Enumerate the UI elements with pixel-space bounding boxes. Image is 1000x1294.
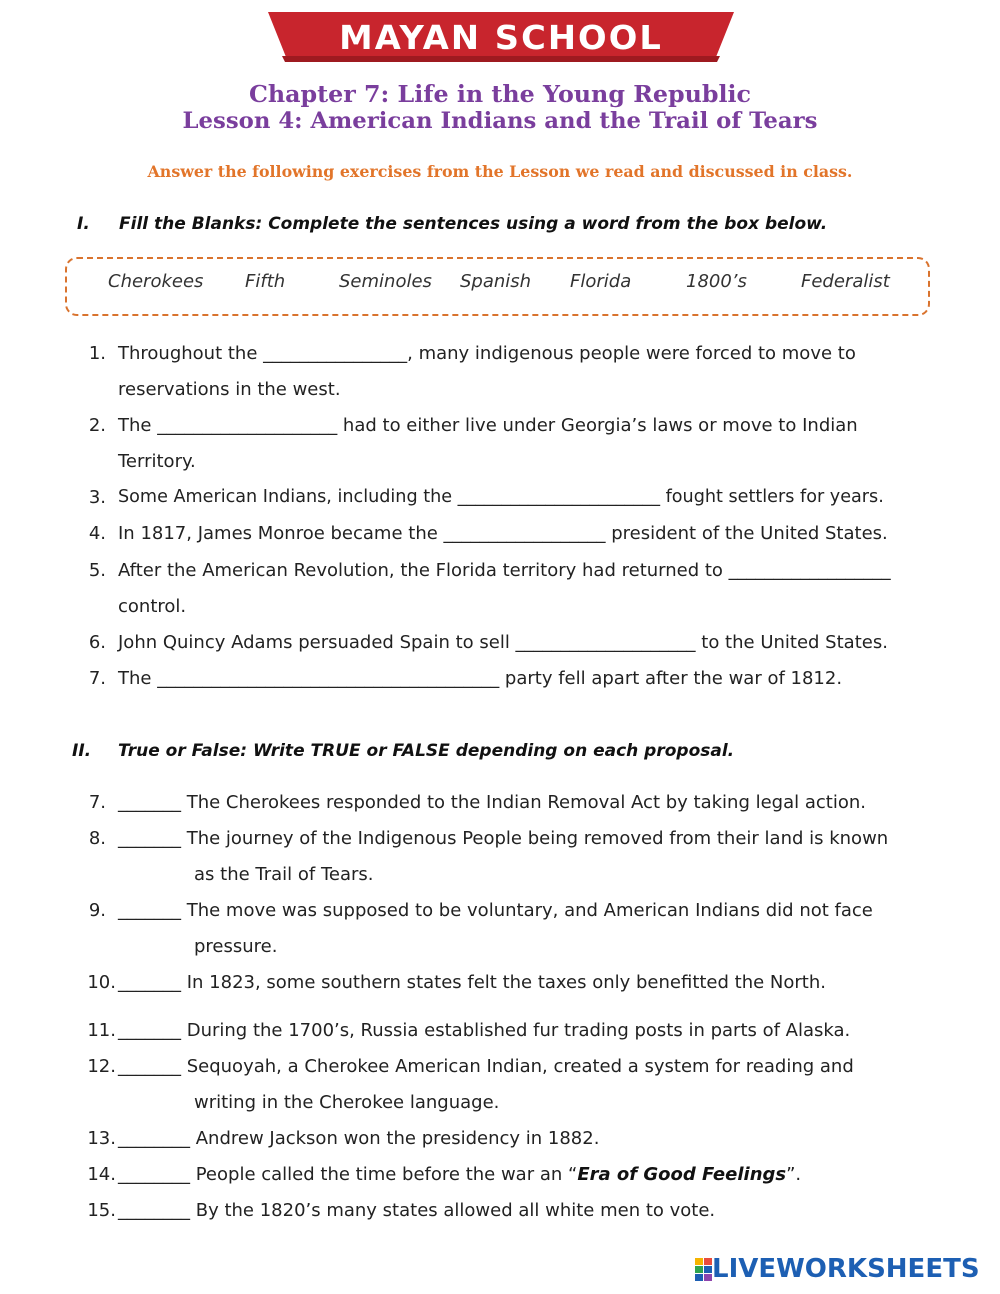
item-number: 15. bbox=[87, 1200, 116, 1221]
liveworksheets-logo-text: LIVEWORKSHEETS bbox=[712, 1254, 980, 1284]
item-number: 14. bbox=[87, 1164, 116, 1185]
item-text: Throughout the ________________, many indigenous people were forced to move to bbox=[118, 343, 856, 364]
item-number: 10. bbox=[87, 972, 116, 993]
word-bank-item: Fifth bbox=[245, 271, 286, 292]
item-text: In 1817, James Monroe became the __________________ president of the United States. bbox=[118, 523, 888, 544]
item-number: 5. bbox=[88, 560, 106, 581]
item-text: _______ The Cherokees responded to the Indian Removal Act by taking legal action. bbox=[118, 792, 866, 813]
section-1-numeral: I. bbox=[77, 214, 90, 234]
item-text-continued: as the Trail of Tears. bbox=[194, 864, 374, 885]
item-number: 1. bbox=[88, 343, 106, 364]
section-2-text: True or False: Write TRUE or FALSE depending on each proposal. bbox=[118, 741, 735, 761]
word-bank-item: Florida bbox=[570, 271, 632, 292]
word-bank-item: Spanish bbox=[460, 271, 532, 292]
item-text-prefix: ________ People called the time before the war an “ bbox=[118, 1164, 578, 1185]
section-1-text: Fill the Blanks: Complete the sentences using a word from the box below. bbox=[119, 214, 828, 234]
item-number: 6. bbox=[88, 632, 106, 653]
item-number: 3. bbox=[88, 487, 106, 508]
word-bank-item: Seminoles bbox=[339, 271, 432, 292]
word-bank-item: Cherokees bbox=[108, 271, 204, 292]
word-bank-item: 1800’s bbox=[686, 271, 747, 292]
item-number: 13. bbox=[87, 1128, 116, 1149]
item-text-continued: reservations in the west. bbox=[118, 379, 341, 400]
item-text: Some American Indians, including the _______________________ fought settlers for years. bbox=[118, 487, 884, 507]
section-2-numeral: II. bbox=[72, 741, 92, 761]
item-number: 7. bbox=[88, 792, 106, 813]
item-text: ________ By the 1820’s many states allowed all white men to vote. bbox=[118, 1200, 716, 1221]
item-number: 7. bbox=[88, 668, 106, 689]
item-text: _______ The journey of the Indigenous People being removed from their land is known bbox=[118, 828, 889, 849]
item-number: 9. bbox=[88, 900, 106, 921]
item-text: _______ The move was supposed to be voluntary, and American Indians did not face bbox=[118, 900, 873, 921]
item-text: John Quincy Adams persuaded Spain to sell ____________________ to the United States. bbox=[118, 632, 888, 653]
item-text-continued: writing in the Cherokee language. bbox=[194, 1092, 500, 1113]
school-banner bbox=[268, 12, 734, 62]
instructions: Answer the following exercises from the Lesson we read and discussed in class. bbox=[147, 162, 853, 181]
item-text: ________ Andrew Jackson won the presidency in 1882. bbox=[118, 1128, 600, 1149]
word-bank-item: Federalist bbox=[801, 271, 890, 292]
item-text: _______ Sequoyah, a Cherokee American Indian, created a system for reading and bbox=[118, 1056, 854, 1077]
item-number: 4. bbox=[88, 523, 106, 544]
item-text bbox=[118, 1164, 801, 1185]
item-text-emphasis: Era of Good Feelings bbox=[577, 1164, 787, 1185]
item-text: _______ In 1823, some southern states felt the taxes only benefitted the North. bbox=[118, 972, 826, 993]
item-text-continued: Territory. bbox=[118, 451, 196, 472]
item-text: After the American Revolution, the Florida territory had returned to __________________ bbox=[118, 560, 891, 581]
item-text-suffix: ”. bbox=[786, 1164, 802, 1185]
item-text: _______ During the 1700’s, Russia established fur trading posts in parts of Alaska. bbox=[118, 1020, 851, 1041]
item-number: 8. bbox=[88, 828, 106, 849]
item-text: The ______________________________________ party fell apart after the war of 1812. bbox=[118, 668, 843, 689]
lesson-title: Lesson 4: American Indians and the Trail of Tears bbox=[182, 108, 818, 134]
item-text-continued: pressure. bbox=[194, 936, 278, 957]
item-text: The ____________________ had to either live under Georgia’s laws or move to Indian bbox=[118, 415, 858, 436]
word-bank bbox=[65, 257, 930, 316]
chapter-title: Chapter 7: Life in the Young Republic bbox=[248, 80, 752, 108]
item-number: 12. bbox=[87, 1056, 116, 1077]
item-number: 11. bbox=[87, 1020, 116, 1041]
school-name: MAYAN SCHOOL bbox=[339, 18, 663, 57]
item-text-continued: control. bbox=[118, 596, 187, 617]
item-number: 2. bbox=[88, 415, 106, 436]
